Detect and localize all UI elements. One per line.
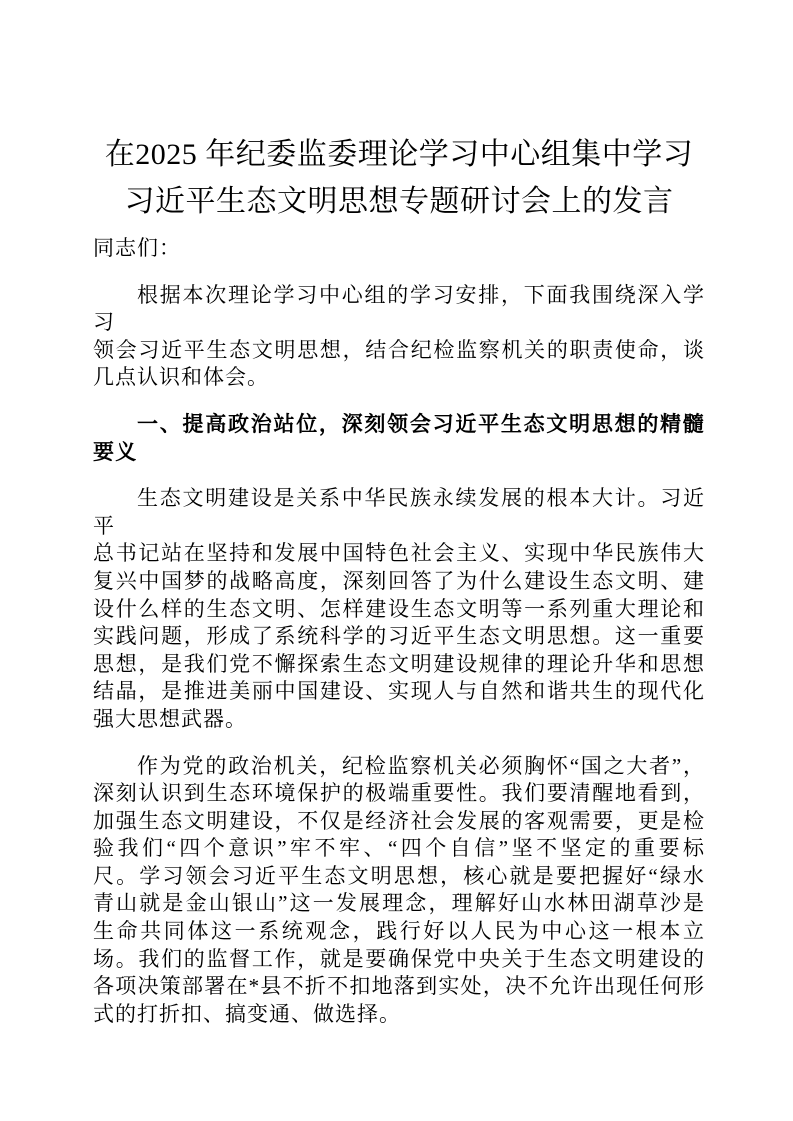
text-line: 生态文明建设是关系中华民族永续发展的根本大计。习近平 <box>93 486 705 538</box>
salutation: 同志们： <box>93 236 181 260</box>
body-paragraph <box>93 282 705 392</box>
document-title <box>93 131 705 225</box>
text-line: 深刻认识到生态环境保护的极端重要性。我们要清醒地看到， <box>93 781 705 806</box>
body-paragraph <box>93 753 705 1029</box>
text-line: 作为党的政治机关，纪检监察机关必须胸怀“国之大者”， <box>137 753 705 778</box>
text-line: 尺。学习领会习近平生态文明思想，核心就是要把握好“绿水 <box>93 863 705 888</box>
text-line: 根据本次理论学习中心组的学习安排，下面我围绕深入学习 <box>93 282 705 335</box>
body-paragraph <box>93 485 705 733</box>
text-line: 几点认识和体会。 <box>93 365 269 390</box>
text-line: 场。我们的监督工作，就是要确保党中央关于生态文明建设的 <box>93 946 705 971</box>
document-content <box>93 131 705 1047</box>
document-body <box>93 282 705 1029</box>
title-line: 在2025 年纪委监委理论学习中心组集中学习 <box>104 138 694 171</box>
text-line: 设什么样的生态文明、怎样建设生态文明等一系列重大理论和 <box>93 596 705 621</box>
text-line: 领会习近平生态文明思想，结合纪检监察机关的职责使命，谈 <box>93 337 705 362</box>
text-line: 要义 <box>93 440 138 464</box>
text-line: 青山就是金山银山”这一发展理念，理解好山水林田湖草沙是 <box>93 891 705 916</box>
text-line: 结晶，是推进美丽中国建设、实现人与自然和谐共生的现代化 <box>93 679 705 704</box>
text-line: 生命共同体这一系统观念，践行好以人民为中心这一根本立 <box>93 919 705 944</box>
text-line: 思想，是我们党不懈探索生态文明建设规律的理论升华和思想 <box>93 651 705 676</box>
text-line: 各项决策部署在*县不折不扣地落到实处，决不允许出现任何形 <box>93 974 705 999</box>
text-line: 验我们“四个意识”牢不牢、“四个自信”坚不坚定的重要标 <box>93 836 705 861</box>
section-heading <box>93 411 705 466</box>
text-line: 总书记站在坚持和发展中国特色社会主义、实现中华民族伟大 <box>93 541 705 566</box>
text-line: 实践问题，形成了系统科学的习近平生态文明思想。这一重要 <box>93 624 705 649</box>
text-line: 复兴中国梦的战略高度，深刻回答了为什么建设生态文明、建 <box>93 568 705 593</box>
text-line: 一、提高政治站位，深刻领会习近平生态文明思想的精髓 <box>137 412 705 436</box>
text-line: 式的打折扣、搞变通、做选择。 <box>93 1001 401 1026</box>
text-line: 加强生态文明建设，不仅是经济社会发展的客观需要，更是检 <box>93 808 705 833</box>
text-line: 强大思想武器。 <box>93 706 247 731</box>
title-line: 习近平生态文明思想专题研讨会上的发言 <box>124 185 674 218</box>
